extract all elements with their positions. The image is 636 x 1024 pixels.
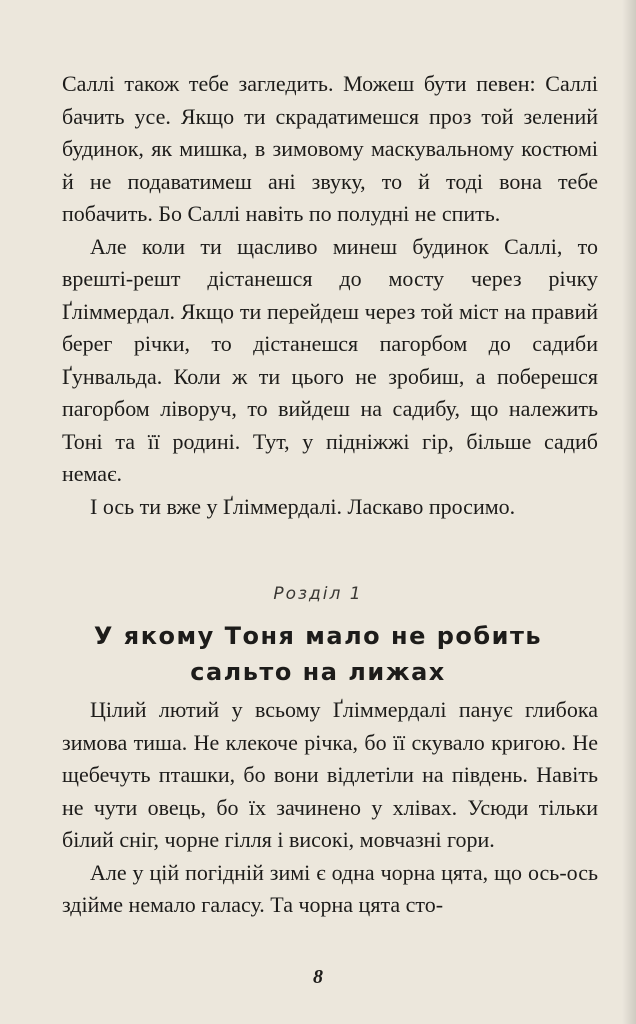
intro-paragraph-2: Але коли ти щасливо минеш будинок Саллі, то врешті-решт дістанешся до мосту через річку Ґліммердал. Якщо ти перейдеш через той міст на правий берег річки, то дістанешся пагорбом до садиби Ґунвальда. Коли ж ти цього не зробиш, а поберешся пагорбом ліворуч, то вийдеш на садибу, що належить Тоні та її родині. Тут, у підніжжі гір, більше садиб немає. <box>62 233 598 486</box>
intro-paragraph-1: Саллі також тебе загледить. Можеш бути певен: Саллі бачить усе. Якщо ти скрадатимешся проз той зелений будинок, як мишка, в зимовому маскувальному костюмі й не подаватимеш ані звуку, то й тоді вона тебе побачить. Бо Саллі навіть по полудні не спить. <box>62 71 598 226</box>
chapter-paragraph-1: Цілий лютий у всьому Ґліммердалі панує глибока зимова тиша. Не клекоче річка, бо її скувало кригою. Не щебечуть пташки, бо вони відлетіли на південь. Навіть не чути овець, бо їх зачинено у хлівах. Усюди тільки білий сніг, чорне гілля і високі, мовчазні гори. <box>62 697 598 852</box>
chapter-text <box>62 694 598 922</box>
page-edge-shadow <box>622 0 636 1024</box>
chapter-title: У якому Тоня мало не робить сальто на лижах <box>93 622 543 686</box>
intro-paragraph-3: І ось ти вже у Ґліммердалі. Ласкаво просимо. <box>90 493 516 519</box>
page-number: 8 <box>313 966 323 988</box>
chapter-paragraph-2: Але у цій погідній зимі є одна чорна цята, що ось-ось здійме немало галасу. Та чорна цята сто- <box>62 859 598 917</box>
chapter-label: Розділ 1 <box>273 584 363 604</box>
intro-text <box>62 68 598 523</box>
